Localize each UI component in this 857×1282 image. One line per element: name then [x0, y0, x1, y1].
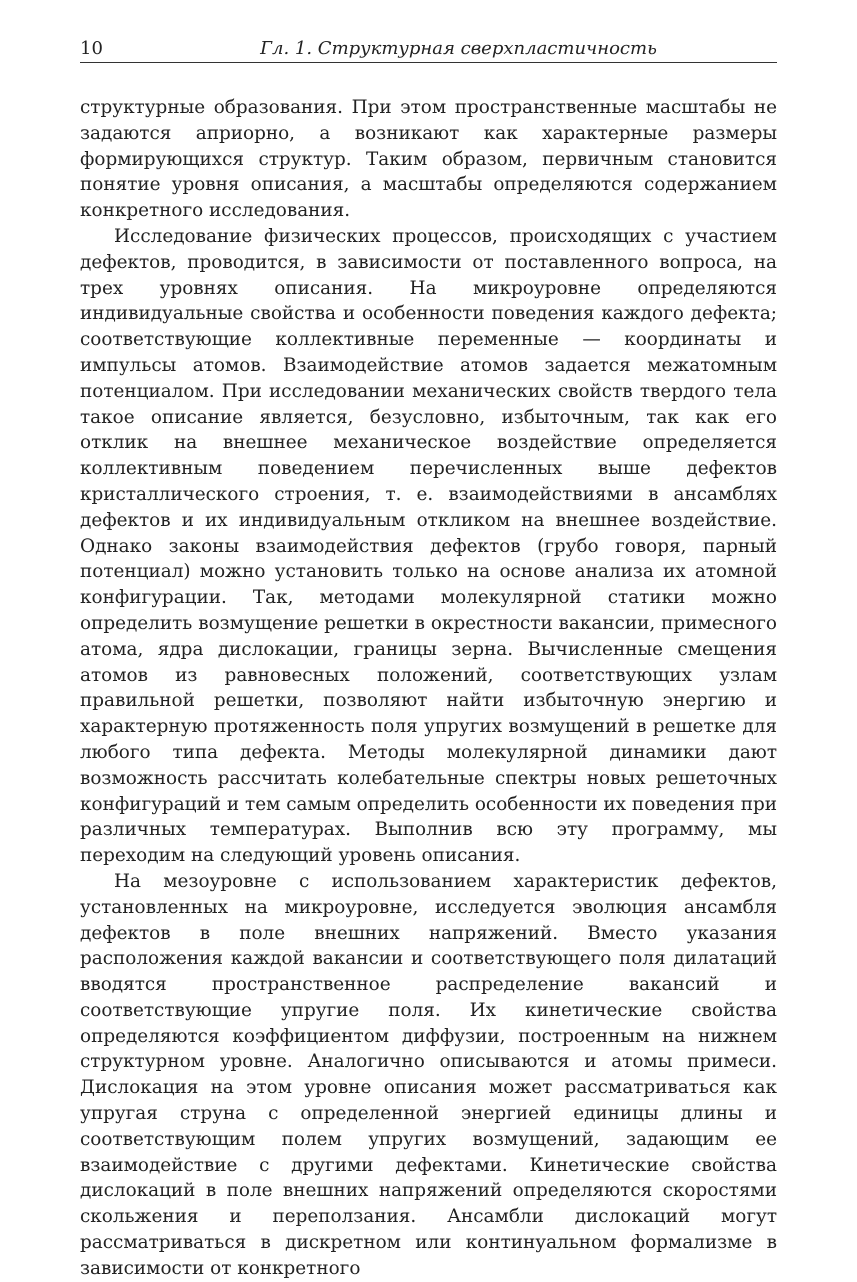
book-page: [80, 32, 777, 1282]
page-number: 10: [80, 38, 103, 59]
running-header: [80, 32, 777, 63]
paragraph-mesolevel: На мезоуровне с использованием характеристик дефектов, установленных на микроуровне, исследуется эволюция ансамбля дефектов в поле внешних напряжений. Вместо указания расположения каждой вакансии и соответствующего поля дилатаций вводятся пространственное распределение вакансий и соответствующие упругие поля. Их кинетические свойства определяются коэффициентом диффузии, построенным на нижнем структурном уровне. Аналогично описываются и атомы примеси. Дислокация на этом уровне описания может рассматриваться как упругая струна с определенной энергией единицы длины и соответствующим полем упругих возмущений, задающим ее взаимодействие с другими дефектами. Кинетические свойства дислокаций в поле внешних напряжений определяются скоростями скольжения и переползания. Ансамбли дислокаций могут рассматриваться в дискретном или континуальном формализме в зависимости от конкретного: [80, 870, 777, 1279]
paragraph-continuation: структурные образования. При этом пространственные масштабы не задаются априорно, а возникают как характерные размеры формирующихся структур. Таким образом, первичным становится понятие уровня описания, а масштабы определяются содержанием конкретного исследования.: [80, 97, 777, 222]
body-text: [80, 95, 777, 1282]
chapter-title: Гл. 1. Структурная сверхпластичность: [260, 38, 657, 59]
paragraph-microlevel: Исследование физических процессов, происходящих с участием дефектов, проводится, в зависимости от поставленного вопроса, на трех уровнях описания. На микроуровне определяются индивидуальные свойства и особенности поведения каждого дефекта; соответствующие коллективные переменные — координаты и импульсы атомов. Взаимодействие атомов задается межатомным потенциалом. При исследовании механических свойств твердого тела такое описание является, безусловно, избыточным, так как его отклик на внешнее механическое воздействие определяется коллективным поведением перечисленных выше дефектов кристаллического строения, т. е. взаимодействиями в ансамблях дефектов и их индивидуальным откликом на внешнее воздействие. Однако законы взаимодействия дефектов (грубо говоря, парный потенциал) можно установить только на основе анализа их атомной конфигурации. Так, методами молекулярной статики можно определить возмущение решетки в окрестности вакансии, примесного атома, ядра дислокации, границы зерна. Вычисленные смещения атомов из равновесных положений, соответствующих узлам правильной решетки, позволяют найти избыточную энергию и характерную протяженность поля упругих возмущений в решетке для любого типа дефекта. Методы молекулярной динамики дают возможность рассчитать колебательные спектры новых решеточных конфигураций и тем самым определить особенности их поведения при различных температурах. Выполнив всю эту программу, мы переходим на следующий уровень описания.: [80, 225, 777, 867]
